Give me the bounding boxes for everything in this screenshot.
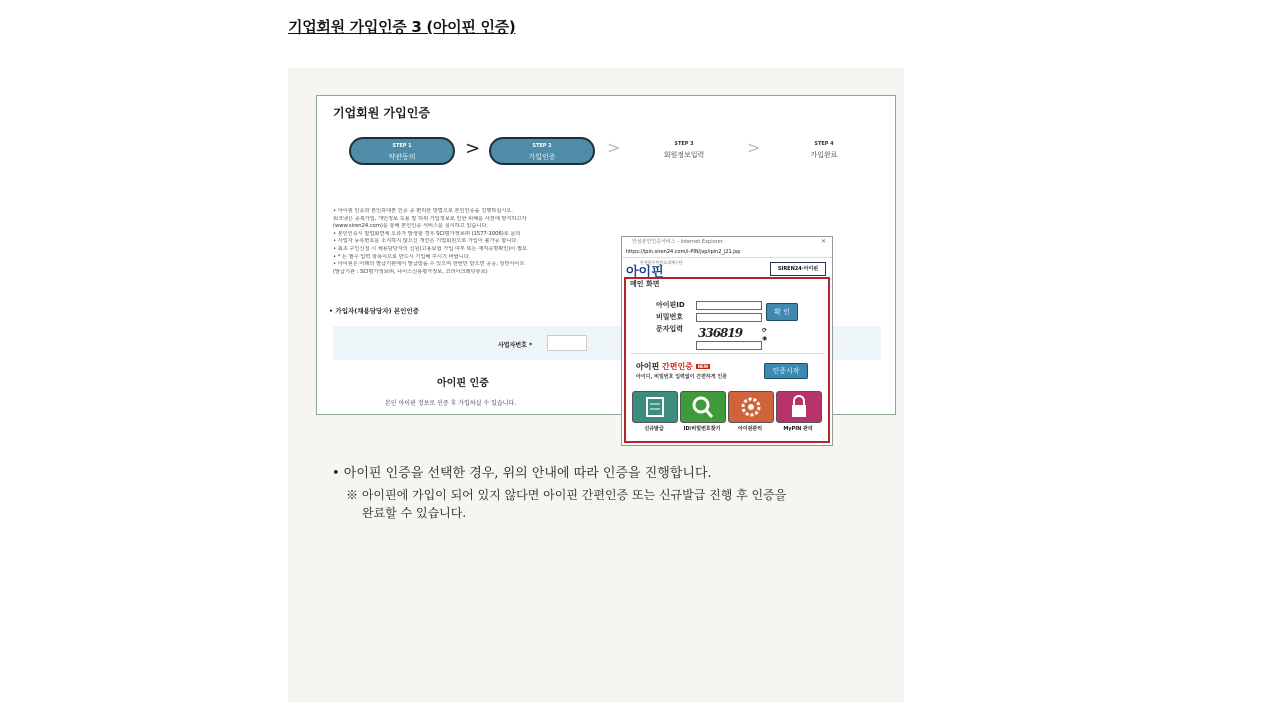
step-3-number: STEP 3: [674, 141, 694, 147]
ipin-auth-description: 본인 아이핀 정보로 인증 후 가입하실 수 있습니다.: [385, 400, 517, 407]
instruction-item: • * 는 필수 입력 항목이므로 반드시 기입해 주시기 바랍니다.: [333, 253, 471, 260]
start-auth-button[interactable]: 인증시작: [764, 363, 808, 379]
sub-note-line-2: 완료할 수 있습니다.: [362, 506, 467, 520]
main-note: • 아이핀 인증을 선택한 경우, 위의 안내에 따라 인증을 진행합니다.: [332, 466, 712, 481]
new-issue-tile[interactable]: [632, 391, 678, 423]
new-badge: NEW: [697, 364, 709, 369]
step-2-number: STEP 2: [532, 143, 552, 149]
step-1-number: STEP 1: [392, 143, 412, 149]
mypin-manage-tile[interactable]: [776, 391, 822, 423]
instruction-item: • 본인인증시 팝업화면에 오류가 발생할 경우 SCI평가정보㈜ (1577-1006)로 문의: [333, 230, 521, 237]
confirm-button[interactable]: 확 인: [766, 303, 798, 321]
ipin-id-input[interactable]: [696, 301, 762, 310]
divider: [630, 353, 824, 354]
password-input[interactable]: [696, 313, 762, 322]
chevron-right-icon: >: [607, 138, 621, 157]
step-1: [349, 137, 455, 165]
document-icon: [633, 392, 677, 422]
step-4-number: STEP 4: [814, 141, 834, 147]
logo-tagline: 안전한주민번호대체수단: [640, 260, 683, 265]
popup-main-panel: [624, 277, 830, 443]
captcha-input[interactable]: [696, 341, 762, 350]
popup-window-title: 안심본인인증서비스 - Internet Explorer: [632, 239, 723, 245]
tile-label: 아이핀관리: [737, 426, 763, 432]
simple-auth-title-ipin: 아이핀: [636, 362, 660, 371]
step-4-label: 가입완료: [810, 151, 838, 159]
siren24-badge: SIREN24·아이핀: [770, 262, 826, 276]
magnifier-icon: [681, 392, 725, 422]
popup-address-bar: https://ipin.siren24.com/i-PIN/jsp/ipin2_j21.jsp: [622, 247, 832, 258]
step-4: [771, 137, 877, 165]
tile-label: ID/비밀번호찾기: [683, 426, 721, 432]
business-number-label: 사업자번호 *: [498, 342, 533, 349]
gear-icon: [729, 392, 773, 422]
step-2: [489, 137, 595, 165]
refresh-icon[interactable]: ⟳: [762, 327, 768, 334]
tile-label: 신규발급: [644, 426, 664, 432]
audio-icon[interactable]: ◉: [762, 335, 768, 342]
tile-label: MyPIN 관리: [783, 426, 813, 432]
instruction-item: (www.siren24.com)를 통해 본인인증 서비스를 실시하고 있습니다.: [333, 223, 489, 230]
step-3-label: 회원정보입력: [663, 151, 705, 159]
simple-auth-description: 아이디, 비밀번호 입력없이 간편하게 인증: [636, 374, 727, 380]
step-2-label: 가입인증: [528, 153, 556, 161]
registration-frame: [316, 95, 896, 432]
instruction-item: 워크넷은 중복가입, 개인정보 도용 및 허위 가입정보로 인한 피해를 사전에 방지하고자: [333, 215, 527, 222]
ipin-logo: 아이핀: [626, 265, 664, 280]
password-label: 비밀번호: [656, 313, 684, 321]
step-3: [631, 137, 737, 165]
ipin-auth-title[interactable]: 아이핀 인증: [437, 378, 489, 389]
business-number-input[interactable]: [547, 335, 587, 351]
find-id-tile[interactable]: [680, 391, 726, 423]
scanned-screenshot: [288, 68, 904, 702]
sub-note: [346, 486, 786, 522]
section-label: • 가입자(채용담당자) 본인인증: [329, 307, 419, 315]
instruction-item: • 사업자 등록번호를 소지하지 않으신 개인은 기업회원으로 가입이 불가능 합니다.: [333, 238, 518, 245]
captcha-label: 문자입력: [656, 325, 684, 333]
main-screen-label: 메인 화면: [630, 280, 660, 288]
frame-title: 기업회원 가입인증: [333, 106, 430, 120]
chevron-right-icon: >: [747, 138, 761, 157]
instruction-list: [333, 208, 603, 276]
ipin-id-label: 아이핀ID: [656, 301, 685, 309]
step-1-label: 약관동의: [388, 153, 416, 161]
ipin-manage-tile[interactable]: [728, 391, 774, 423]
instruction-item: • 아이핀은 아래의 발급기관에서 발급받을 수 있으며 한번만 받으면 공공, 일반사이트: [333, 261, 525, 268]
simple-auth-title: [636, 361, 710, 372]
instruction-item: (발급기관 : SCI평가정보㈜, 나이스신용평가정보, 코리아크레딧뷰로): [333, 268, 488, 275]
popup-header: [622, 258, 832, 278]
sub-note-line-1: ※ 아이핀에 가입이 되어 있지 않다면 아이핀 간편인증 또는 신규발급 진행 후 인증을: [346, 488, 787, 502]
close-icon[interactable]: ✕: [820, 238, 826, 245]
popup-titlebar: [622, 237, 832, 247]
simple-auth-title-red: 간편인증: [661, 362, 693, 371]
lock-icon: [777, 392, 821, 422]
ipin-popup-window: [621, 236, 833, 446]
chevron-right-icon: >: [465, 138, 481, 159]
page-heading: 기업회원 가입인증 3 (아이핀 인증): [288, 18, 516, 36]
instruction-item: • 최초 구인신청 시 채용담당자의 신원(고용보험 가입 여부 또는 재직증명확인)이 필요: [333, 245, 527, 252]
captcha-image: 336819: [698, 326, 743, 340]
instruction-item: • 아이핀 인증과 본인휴대폰 인증 중 편리한 방법으로 본인인증을 진행하십시오.: [333, 208, 513, 214]
